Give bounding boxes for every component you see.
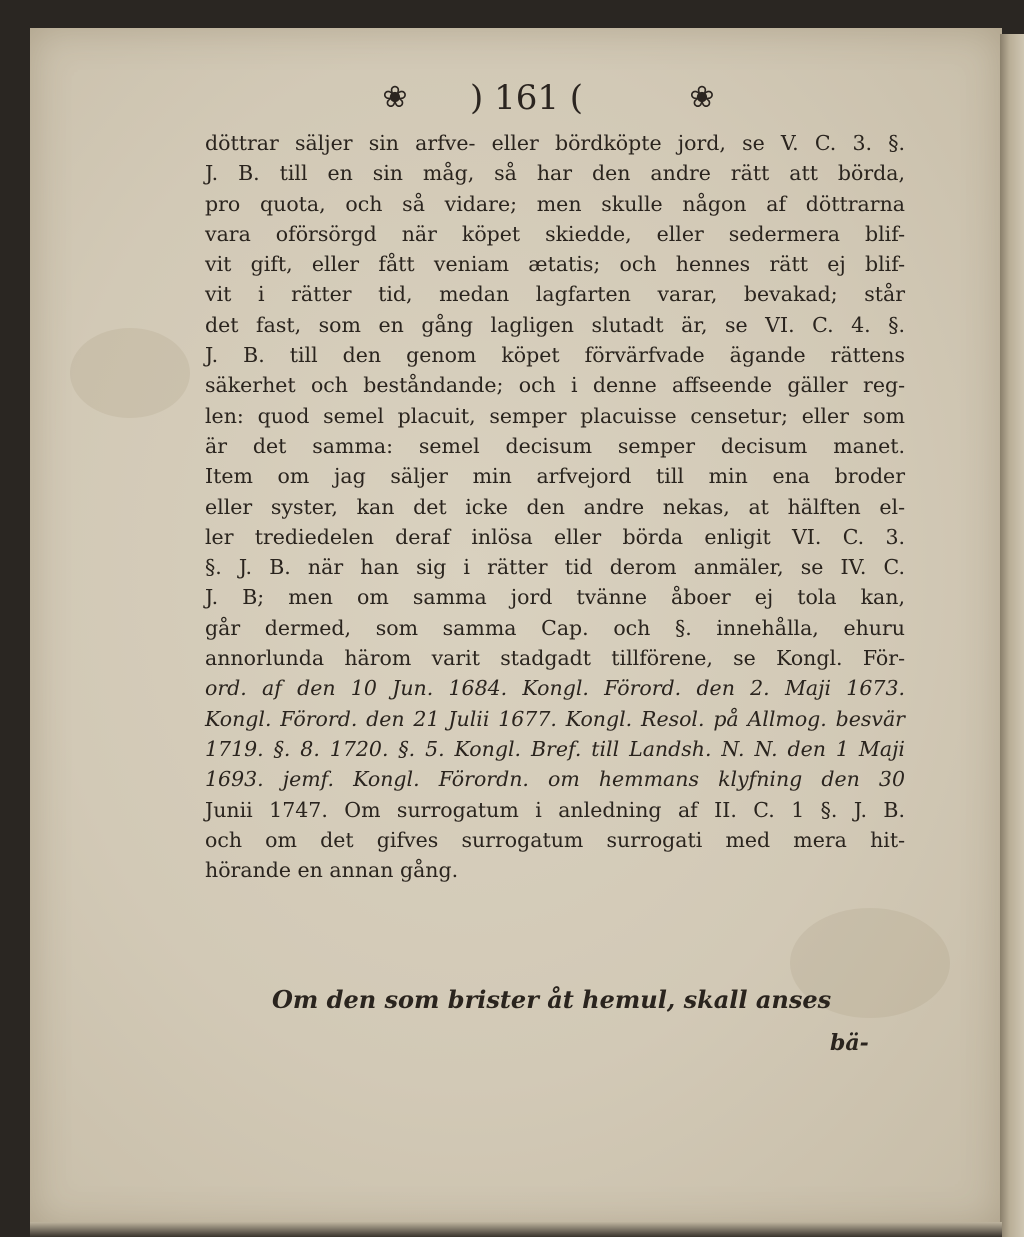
text-line: Junii 1747. Om surrogatum i anledning af II. C. 1 §. J. B.: [205, 797, 905, 822]
text-line: vit i rätter tid, medan lagfarten varar, bevakad; står: [205, 282, 905, 307]
text-line: ord. af den 10 Jun. 1684. Kongl. Förord. den 2. Maji 1673.: [205, 676, 905, 701]
text-line: går dermed, som samma Cap. och §. innehålla, ehuru: [205, 615, 905, 640]
text-line: Kongl. Förord. den 21 Julii 1677. Kongl. Resol. på Allmog. besvär: [205, 706, 905, 731]
text-line: J. B. till den genom köpet förvärfvade ägande rättens: [205, 343, 905, 368]
text-line: det fast, som en gång lagligen slutadt är, se VI. C. 4. §.: [205, 312, 905, 337]
flower-ornament-icon: ❀: [382, 80, 408, 115]
text-line: och om det gifves surrogatum surrogati med mera hit-: [205, 827, 905, 852]
text-line: är det samma: semel decisum semper decisum manet.: [205, 433, 905, 458]
text-line: eller syster, kan det icke den andre nekas, at hälften el-: [205, 494, 905, 519]
text-line: pro quota, och så vidare; men skulle någon af döttrarna: [205, 191, 905, 216]
text-line: Item om jag säljer min arfvejord till min ena broder: [205, 464, 905, 489]
text-line: len: quod semel placuit, semper placuisse censetur; eller som: [205, 403, 905, 428]
text-line: §. J. B. när han sig i rätter tid derom anmäler, se IV. C.: [205, 555, 905, 580]
page-bottom-shadow: [30, 1222, 1002, 1237]
text-line: vit gift, eller fått veniam ætatis; och hennes rätt ej blif-: [205, 252, 905, 277]
text-line: 1693. jemf. Kongl. Förordn. om hemmans klyfning den 30: [205, 767, 905, 792]
running-header: [0, 74, 1024, 124]
text-line: 1719. §. 8. 1720. §. 5. Kongl. Bref. till Landsh. N. N. den 1 Maji: [205, 736, 905, 761]
text-line: annorlunda härom varit stadgadt tillförene, se Kongl. För-: [205, 646, 905, 671]
page-number: ) 161 (: [470, 78, 584, 118]
text-line: hörande en annan gång.: [205, 858, 459, 883]
text-line: ler trediedelen deraf inlösa eller börda enligit VI. C. 3.: [205, 524, 905, 549]
adjacent-page-edge: [1000, 34, 1024, 1237]
catchword: bä-: [830, 1030, 869, 1056]
text-line: J. B. till en sin måg, så har den andre rätt att börda,: [205, 161, 905, 186]
section-heading: Om den som brister åt hemul, skall anses: [272, 985, 832, 1014]
text-line: vara oförsörgd när köpet skiedde, eller sedermera blif-: [205, 221, 905, 246]
flower-ornament-icon: ❀: [689, 80, 715, 115]
body-text: [205, 128, 905, 885]
paper-stain: [70, 328, 190, 418]
text-line: döttrar säljer sin arfve‑ eller bördköpte jord, se V. C. 3. §.: [205, 131, 905, 155]
text-line: J. B; men om samma jord tvänne åboer ej tola kan,: [205, 585, 905, 610]
text-line: säkerhet och beståndande; och i denne affseende gäller reg-: [205, 373, 905, 398]
